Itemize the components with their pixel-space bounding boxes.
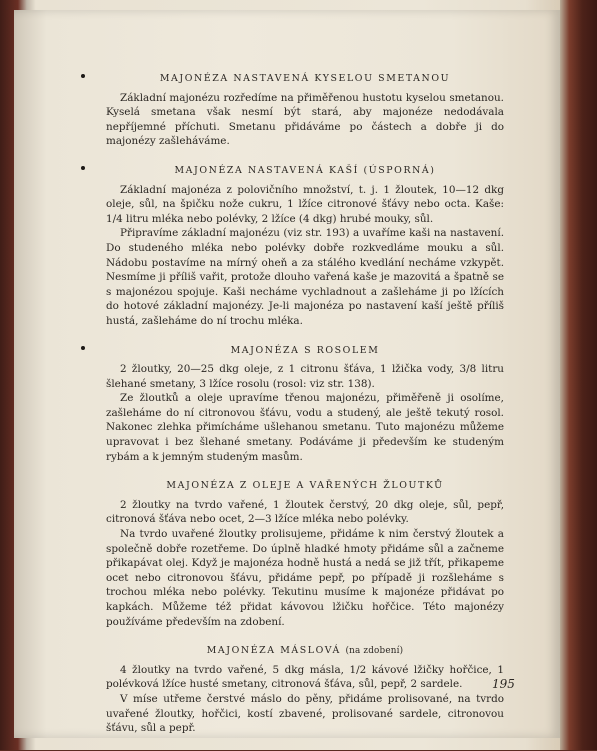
paragraph: 4 žloutky na tvrdo vařené, 5 dkg másla, 1/2 kávové lžičky hořčice, 1 polévková lžíce husté smetany, citronová šťáva, sůl, pepř, 2 sardele. xyxy=(106,663,504,691)
section-title: MAJONÉZA MÁSLOVÁ (na zdobení) xyxy=(206,645,404,657)
bullet-mark xyxy=(81,74,85,78)
section-varene-zloutky xyxy=(106,479,504,629)
section-title: MAJONÉZA S ROSOLEM xyxy=(106,344,504,359)
section-title: MAJONÉZA NASTAVENÁ KYSELOU SMETANOU xyxy=(106,72,504,87)
section-title: MAJONÉZA Z OLEJE A VAŘENÝCH ŽLOUTKŮ xyxy=(166,480,444,492)
section-kysela-smetana xyxy=(106,72,504,149)
section-kase xyxy=(106,164,504,329)
book-edge xyxy=(560,0,597,750)
paragraph: 2 žloutky na tvrdo vařené, 1 žloutek čerstvý, 20 dkg oleje, sůl, pepř, citronová šťáva nebo ocet, 2—3 lžíce mléka nebo polévky. xyxy=(106,498,504,526)
paragraph: Na tvrdo uvařené žloutky prolisujeme, přidáme k nim čerstvý žloutek a společně dobře rozetřeme. Do úplně hladké hmoty přidáme sůl a začneme přikapávat olej. Když je majonéza hodně hustá a nedá se již třít, přikapeme ocet nebo citronovou šťávu, přidáme pepř, po případě ji rozšleháme s trochou mléka nebo polévky. Tekutinu musíme k majonéze přidávat po kapkách. Můžeme též přidat kávovou lžičku hořčice. Této majonézy používáme především na zdobení. xyxy=(106,528,504,628)
paragraph: V míse utřeme čerstvé máslo do pěny, přidáme prolisované, na tvrdo uvařené žloutky, hořčici, kostí zbavené, prolisované sardele, citronovou šťávu, sůl a pepř. xyxy=(106,692,504,735)
paragraph: Ze žloutků a oleje upravíme třenou majonézu, přiměřeně ji osolíme, zašleháme do ní citronovou šťávu, vodu a studený, ale ještě tekutý rosol. Nakonec zlehka přimícháme ušlehanou smetanu. Tuto majonézu můžeme upravovat i bez šlehané smetany. Podáváme ji především ke studeným rybám a k jemným studeným masům. xyxy=(106,392,504,463)
book-page xyxy=(14,10,560,738)
section-rosol xyxy=(106,344,504,465)
paragraph: Základní majonéza z polovičního množství, t. j. 1 žloutek, 10—12 dkg oleje, sůl, na špičku nože cukru, 1 lžíce citronové šťávy nebo octa. Kaše: 1/4 litru mléka nebo polévky, 2 lžíce (4 dkg) hrubé mouky, sůl. xyxy=(106,183,504,225)
section-maslova xyxy=(106,644,504,736)
paragraph: Základní majonézu rozředíme na přiměřenou hustotu kyselou smetanou. Kyselá smetana však nesmí být stará, aby majonéze nedodávala nepříjemné příchuti. Smetanu přidáváme po částech a dobře ji do majonézy zašleháváme. xyxy=(106,91,504,148)
paragraph: 2 žloutky, 20—25 dkg oleje, z 1 citronu šťáva, 1 lžička vody, 3/8 litru šlehané smetany, 3 lžíce rosolu (rosol: viz str. 138). xyxy=(106,363,504,390)
section-title-suffix: (na zdobení) xyxy=(345,646,404,657)
bullet-mark xyxy=(81,166,85,170)
paragraph: Připravíme základní majonézu (viz str. 193) a uvaříme kaši na nastavení. Do studeného mléka nebo polévky dobře rozkvedláme mouku a sůl. Nádobu postavíme na mírný oheň a za stálého kvedlání necháme vzkypět. Nesmíme ji příliš vařit, protože dlouho vařená kaše je mazovitá a špatně se s majonézou spojuje. Kaši necháme vychladnout a zašleháme ji po lžících do hotové základní majonézy. Je-li majonéza po nastavení kaší ještě příliš hustá, zašleháme do ní trochu mléka. xyxy=(106,227,504,327)
page-number: 195 xyxy=(492,677,515,691)
section-title: MAJONÉZA NASTAVENÁ KAŠÍ (ÚSPORNÁ) xyxy=(106,164,504,179)
bullet-mark xyxy=(81,346,85,350)
page-text xyxy=(106,72,504,751)
